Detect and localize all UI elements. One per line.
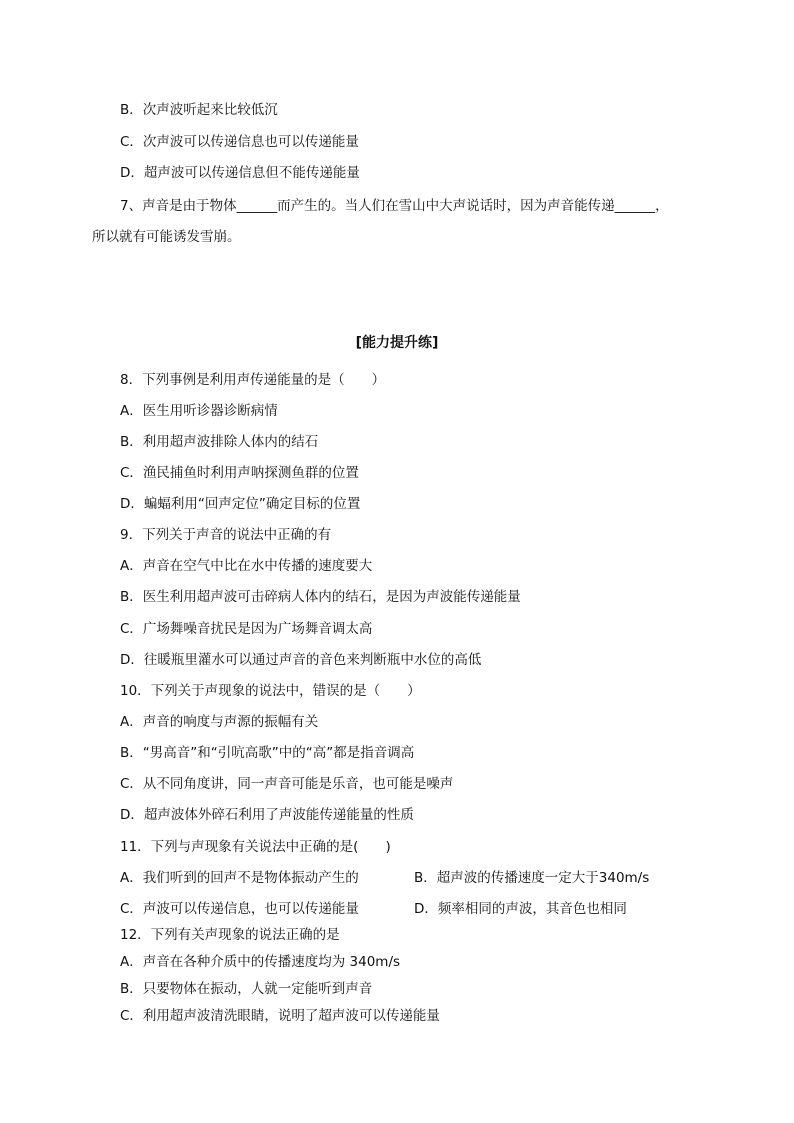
q10-option-b: B．“男高音”和“引吭高歌”中的“高”都是指音调高	[120, 745, 415, 761]
q9-option-c: C．广场舞噪音扰民是因为广场舞音调太高	[120, 621, 373, 637]
q12-option-b: B．只要物体在振动，人就一定能听到声音	[120, 981, 373, 997]
q6-option-c: C．次声波可以传递信息也可以传递能量	[120, 134, 359, 150]
q11-option-a: A．我们听到的回声不是物体振动产生的	[120, 870, 359, 886]
q6-option-d: D．超声波可以传递信息但不能传递能量	[120, 165, 360, 181]
q12-stem: 12．下列有关声现象的说法正确的是	[120, 927, 340, 943]
q11-option-c: C．声波可以传递信息，也可以传递能量	[120, 901, 359, 917]
q10-option-a: A．声音的响度与声源的振幅有关	[120, 714, 319, 730]
q9-option-b: B．医生利用超声波可击碎病人体内的结石，是因为声波能传递能量	[120, 589, 521, 605]
q12-option-a: A．声音在各种介质中的传播速度均为 340m/s	[120, 954, 401, 970]
q9-option-a: A．声音在空气中比在水中传播的速度要大	[120, 558, 373, 574]
q8-option-c: C．渔民捕鱼时利用声呐探测鱼群的位置	[120, 465, 359, 481]
q8-option-d: D．蝙蝠利用“回声定位”确定目标的位置	[120, 496, 361, 512]
q9-option-d: D．往暖瓶里灌水可以通过声音的音色来判断瓶中水位的高低	[120, 652, 482, 668]
q10-option-d: D．超声波体外碎石利用了声波能传递能量的性质	[120, 807, 414, 823]
q7-line1: 7、声音是由于物体______而产生的。当人们在雪山中大声说话时，因为声音能传递______，	[120, 198, 669, 214]
q8-stem: 8．下列事例是利用声传递能量的是（ ）	[120, 372, 386, 388]
q10-option-c: C．从不同角度讲，同一声音可能是乐音，也可能是噪声	[120, 776, 454, 792]
q9-stem: 9．下列关于声音的说法中正确的有	[120, 527, 332, 543]
q12-option-c: C．利用超声波清洗眼睛，说明了超声波可以传递能量	[120, 1008, 440, 1024]
q8-option-a: A．医生用听诊器诊断病情	[120, 403, 278, 419]
q11-option-d: D．频率相同的声波，其音色也相同	[414, 901, 627, 917]
q11-option-b: B．超声波的传播速度一定大于340m/s	[414, 870, 650, 886]
q10-stem: 10．下列关于声现象的说法中，错误的是（ ）	[120, 683, 421, 699]
q7-line2: 所以就有可能诱发雪崩。	[92, 229, 241, 245]
q11-stem: 11．下列与声现象有关说法中正确的是( )	[120, 839, 391, 855]
section-title: [能力提升练]	[355, 335, 439, 351]
q8-option-b: B．利用超声波排除人体内的结石	[120, 434, 319, 450]
q6-option-b: B．次声波听起来比较低沉	[120, 102, 278, 118]
